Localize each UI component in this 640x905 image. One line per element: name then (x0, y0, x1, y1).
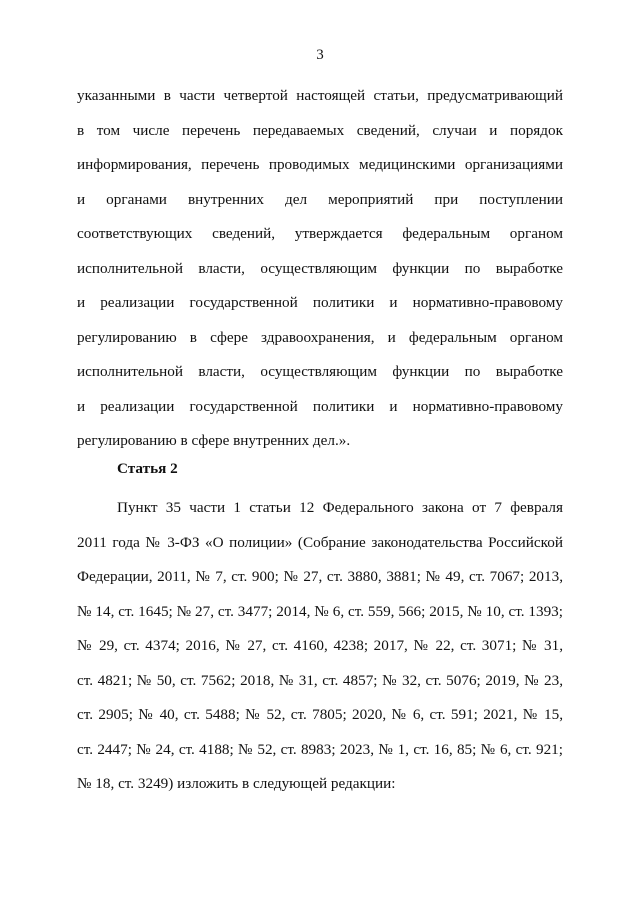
text-line: № 18, ст. 3249) изложить в следующей редакции: (77, 775, 396, 792)
text-line: в том числе перечень передаваемых сведений, случаи и порядок (77, 121, 563, 139)
page-number: 3 (316, 47, 324, 63)
article-heading: Статья 2 (117, 460, 178, 477)
text-line: исполнительной власти, осуществляющим функции по выработке (77, 363, 563, 380)
text-line: ст. 2447; № 24, ст. 4188; № 52, ст. 8983; 2023, № 1, ст. 16, 85; № 6, ст. 921; (77, 740, 563, 758)
text-line: и реализации государственной политики и нормативно-правовому (77, 294, 563, 311)
text-line: регулированию в сфере внутренних дел.». (77, 432, 351, 449)
text-line: 2011 года № 3-ФЗ «О полиции» (Собрание законодательства Российской (77, 533, 563, 551)
text-line: ст. 2905; № 40, ст. 5488; № 52, ст. 7805; 2020, № 6, ст. 591; 2021, № 15, (77, 706, 563, 723)
text-line: исполнительной власти, осуществляющим функции по выработке (77, 259, 563, 277)
text-line: и органами внутренних дел мероприятий при поступлении (77, 190, 563, 208)
paragraph-article-2 (77, 491, 563, 802)
text-line: Пункт 35 части 1 статьи 12 Федерального закона от 7 февраля (117, 499, 563, 516)
text-line: соответствующих сведений, утверждается федеральным органом (77, 225, 563, 242)
text-line: № 29, ст. 4374; 2016, № 27, ст. 4160, 4238; 2017, № 22, ст. 3071; № 31, (77, 637, 563, 654)
paragraph-article-1-continuation (77, 79, 563, 459)
text-line: информирования, перечень проводимых медицинскими организациями (77, 156, 563, 173)
text-line: Федерации, 2011, № 7, ст. 900; № 27, ст. 3880, 3881; № 49, ст. 7067; 2013, (77, 568, 563, 585)
text-line: № 14, ст. 1645; № 27, ст. 3477; 2014, № 6, ст. 559, 566; 2015, № 10, ст. 1393; (77, 602, 563, 620)
text-line: указанными в части четвертой настоящей статьи, предусматривающий (77, 87, 563, 104)
text-line: регулированию в сфере здравоохранения, и федеральным органом (77, 328, 563, 346)
text-line: ст. 4821; № 50, ст. 7562; 2018, № 31, ст. 4857; № 32, ст. 5076; 2019, № 23, (77, 671, 563, 689)
text-line: и реализации государственной политики и нормативно-правовому (77, 397, 563, 415)
